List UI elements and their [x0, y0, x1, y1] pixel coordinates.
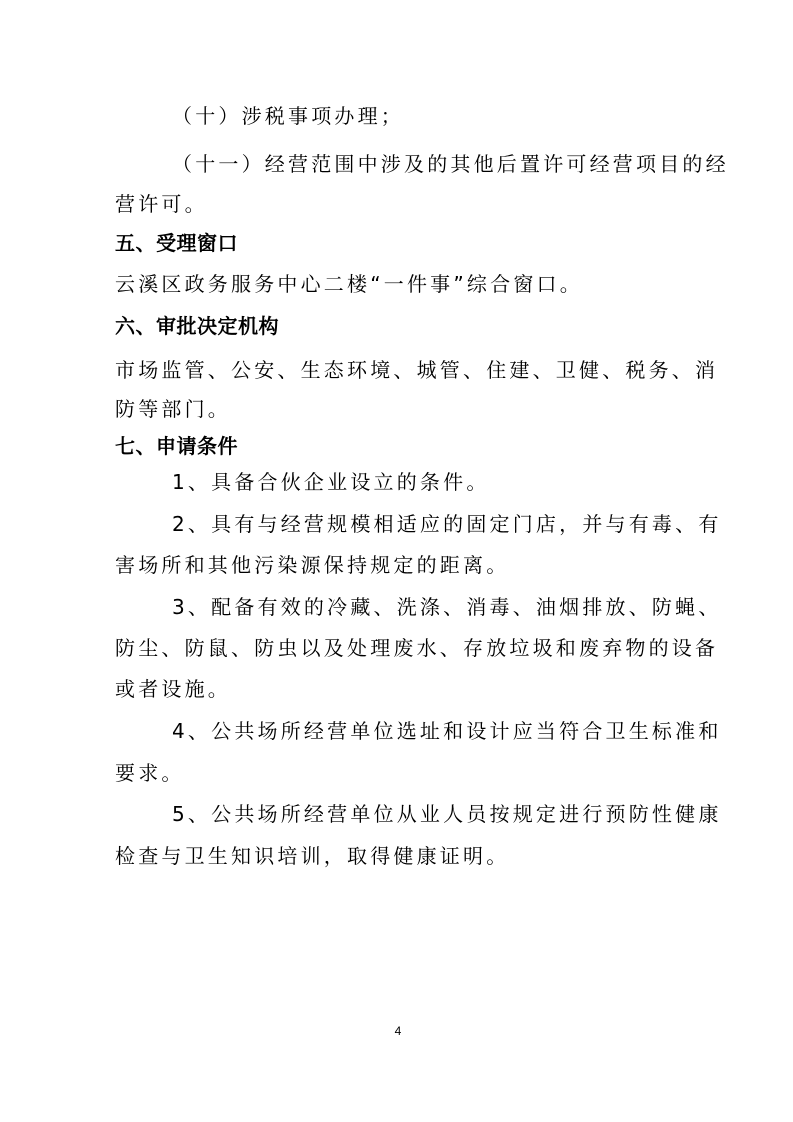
- condition-2-line2: 害场所和其他污染源保持规定的距离。: [115, 553, 510, 577]
- condition-3-line1: 3、配备有效的冷藏、洗涤、消毒、油烟排放、防蝇、: [172, 595, 722, 619]
- approval-authority-line1: 市场监管、公安、生态环境、城管、住建、卫健、税务、消: [115, 358, 719, 382]
- approval-authority-line2: 防等部门。: [115, 397, 231, 421]
- item-other-permits-line1: （十一）经营范围中涉及的其他后置许可经营项目的经: [172, 152, 729, 176]
- condition-1: 1、具备合伙企业设立的条件。: [172, 470, 490, 494]
- condition-3-line2: 防尘、防鼠、防虫以及处理废水、存放垃圾和废弃物的设备: [115, 636, 719, 660]
- condition-3-line3: 或者设施。: [115, 677, 231, 701]
- item-tax-matters: （十）涉税事项办理；: [172, 104, 404, 128]
- condition-5-line1: 5、公共场所经营单位从业人员按规定进行预防性健康: [172, 802, 722, 826]
- condition-5-line2: 检查与卫生知识培训，取得健康证明。: [115, 844, 510, 868]
- condition-2-line1: 2、具有与经营规模相适应的固定门店，并与有毒、有: [172, 512, 722, 536]
- section-heading-application-conditions: 七、申请条件: [115, 434, 238, 458]
- section-heading-approval-authority: 六、审批决定机构: [115, 314, 279, 338]
- condition-4-line1: 4、公共场所经营单位选址和设计应当符合卫生标准和: [172, 719, 722, 743]
- acceptance-window-text: 云溪区政务服务中心二楼“一件事”综合窗口。: [115, 272, 583, 296]
- item-other-permits-line2: 营许可。: [115, 192, 208, 216]
- condition-4-line2: 要求。: [115, 761, 185, 785]
- section-heading-acceptance-window: 五、受理窗口: [115, 231, 238, 255]
- page-number: 4: [394, 1024, 402, 1038]
